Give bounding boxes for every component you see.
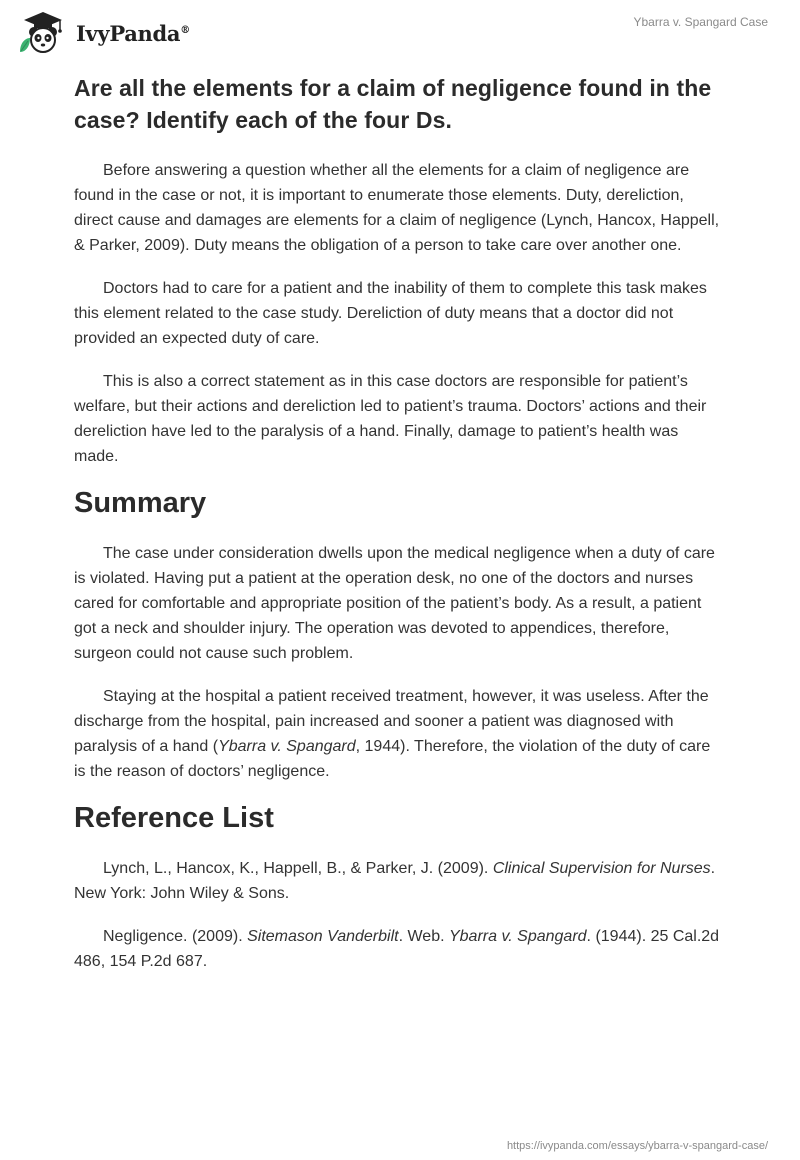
document-title: Ybarra v. Spangard Case (633, 15, 768, 29)
case-name: Ybarra v. Spangard (218, 738, 356, 755)
panda-graduation-cap-icon (14, 8, 72, 56)
reference-item: Negligence. (2009). Sitemason Vanderbilt. Web. Ybarra v. Spangard. (1944). 25 Cal.2d 486, 154 P.2d 687. (74, 928, 720, 970)
paragraph: Doctors had to care for a patient and the inability of them to complete this task makes this element related to the case study. Dereliction of duty means that a doctor did not provided an expected duty of care. (74, 280, 707, 347)
source-url[interactable]: https://ivypanda.com/essays/ybarra-v-spangard-case/ (506, 1140, 768, 1152)
question-heading: Are all the elements for a claim of negligence found in the case? Identify each of the four Ds. (74, 75, 712, 133)
brand-name: IvyPanda® (76, 20, 190, 46)
brand-logo[interactable] (14, 8, 190, 56)
essay-content (74, 72, 726, 992)
page-header (0, 0, 800, 60)
summary-heading: Summary (74, 487, 207, 519)
paragraph: Staying at the hospital a patient received treatment, however, it was useless. After the discharge from the hospital, pain increased and sooner a patient was diagnosed with paralysis of a hand (Ybarra v. Spangard, 1944). Therefore, the violation of the duty of care is the reason of doctors’ negligence. (74, 688, 711, 780)
reference-list-heading: Reference List (74, 802, 274, 834)
paragraph: This is also a correct statement as in this case doctors are responsible for patient’s welfare, but their actions and dereliction led to patient’s trauma. Doctors’ actions and their dereliction have led to the paralysis of a hand. Finally, damage to patient’s health was made. (74, 373, 707, 465)
paragraph: The case under consideration dwells upon the medical negligence when a duty of care is violated. Having put a patient at the operation desk, no one of the doctors and nurses cared for comfortable and appropriate position of the patient’s body. As a result, a patient got a neck and shoulder injury. The operation was devoted to appendices, therefore, surgeon could not cause such problem. (74, 545, 715, 662)
reference-item: Lynch, L., Hancox, K., Happell, B., & Parker, J. (2009). Clinical Supervision for Nurses. New York: John Wiley & Sons. (74, 860, 716, 902)
paragraph: Before answering a question whether all the elements for a claim of negligence are found in the case or not, it is important to enumerate those elements. Duty, dereliction, direct cause and damages are elements for a claim of negligence (Lynch, Hancox, Happell, & Parker, 2009). Duty means the obligation of a person to take care over another one. (74, 162, 720, 254)
